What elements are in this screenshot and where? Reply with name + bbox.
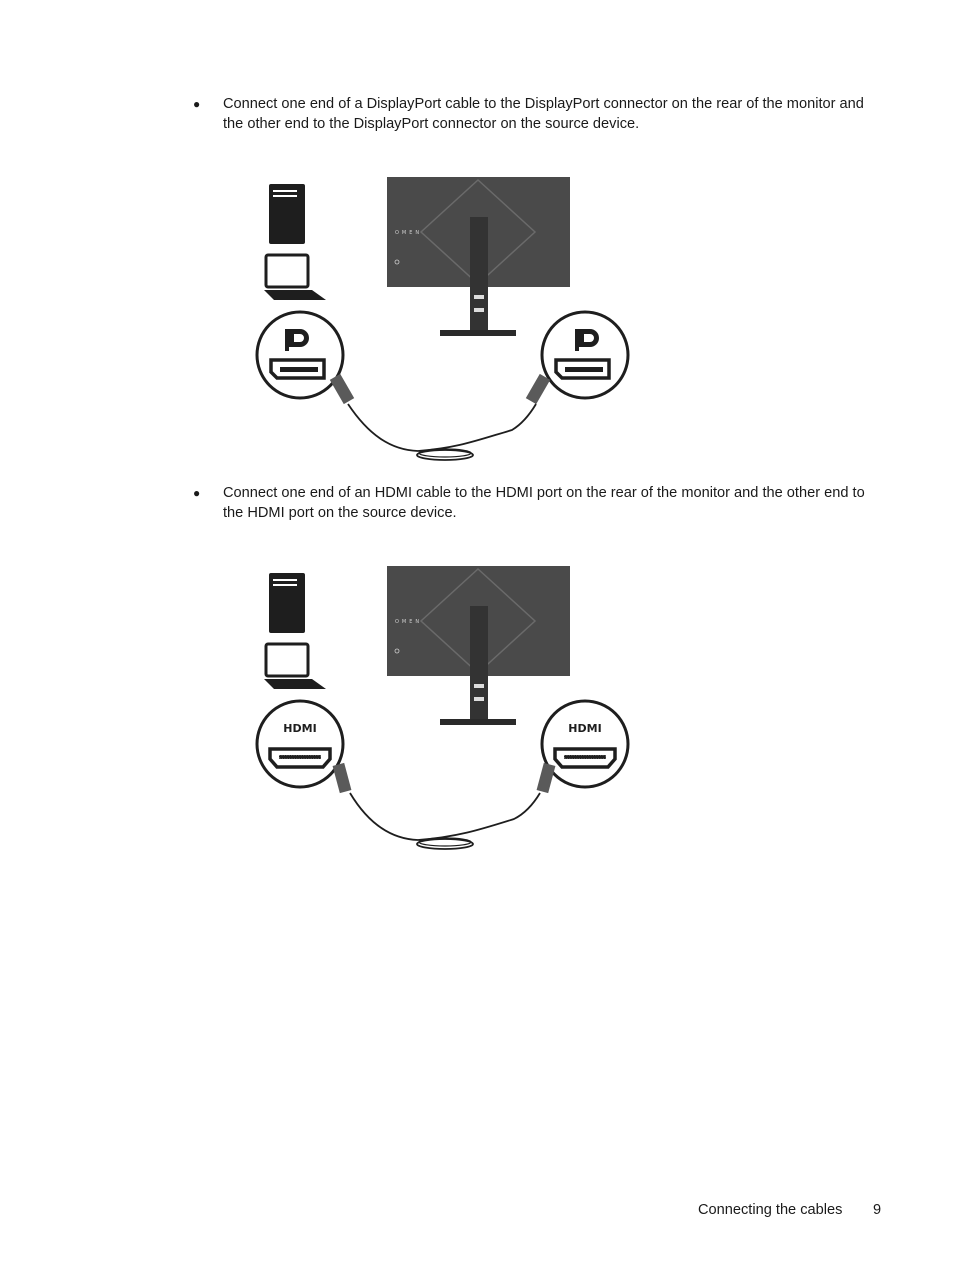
monitor-rear-icon [387, 177, 570, 336]
footer-page-number: 9 [873, 1202, 882, 1218]
hdmi-logo: HDMI [568, 722, 602, 735]
hdmi-cable-icon [333, 763, 556, 849]
displayport-cable-icon [330, 374, 550, 460]
monitor-rear-icon [387, 566, 570, 725]
desktop-tower-icon [269, 184, 305, 244]
monitor-logo: OMEN [395, 619, 423, 625]
displayport-port-callout-right [542, 312, 628, 398]
bullet-icon: ● [193, 97, 201, 111]
desktop-tower-icon [269, 573, 305, 633]
footer-section-title: Connecting the cables [698, 1202, 843, 1218]
bullet-icon: ● [193, 486, 201, 500]
hdmi-port-callout-right [542, 701, 628, 787]
monitor-logo: OMEN [395, 230, 423, 236]
hdmi-connection-illustration [250, 561, 640, 861]
displayport-connection-illustration [250, 172, 640, 472]
instruction-displayport-text: Connect one end of a DisplayPort cable to the DisplayPort connector on the rear of the monitor and the other end to the DisplayPort connector on the source device. [223, 96, 864, 132]
laptop-icon [264, 255, 326, 300]
displayport-port-callout-left [257, 312, 343, 398]
instruction-hdmi-text: Connect one end of an HDMI cable to the HDMI port on the rear of the monitor and the other end to the HDMI port on the source device. [223, 485, 865, 521]
hdmi-port-callout-left [257, 701, 343, 787]
laptop-icon [264, 644, 326, 689]
hdmi-logo: HDMI [283, 722, 317, 735]
